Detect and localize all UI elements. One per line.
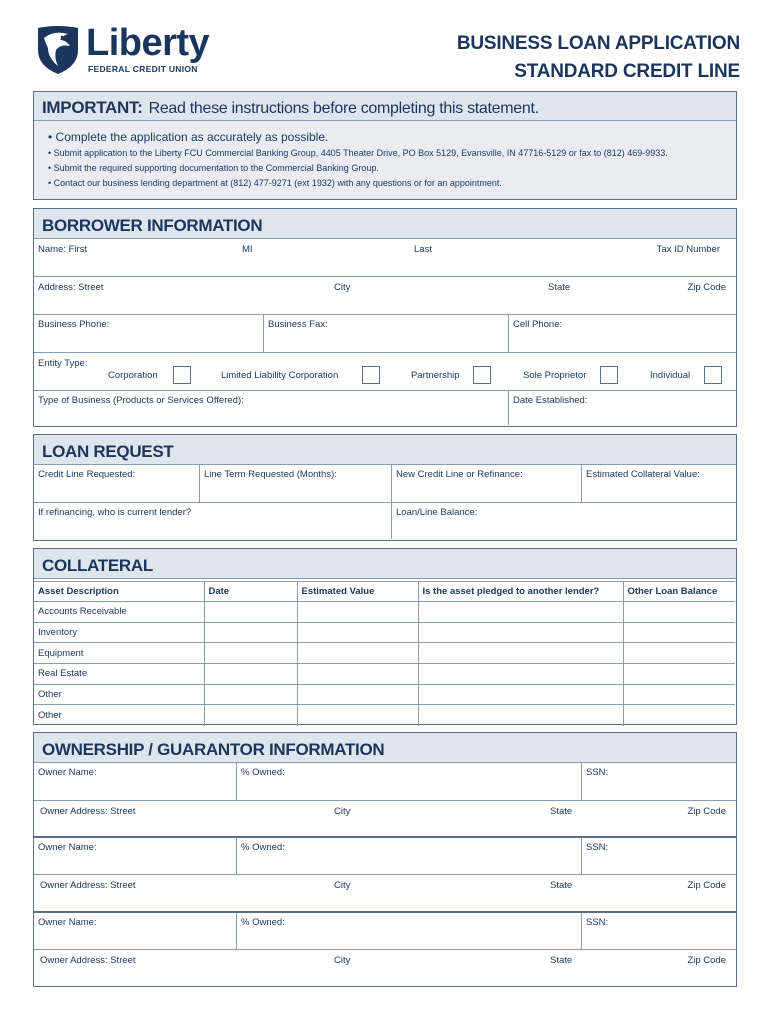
pledged-cell[interactable] [418,705,623,726]
value-cell[interactable] [297,643,418,664]
important-heading: IMPORTANT: Read these instructions before completing this statement. [34,92,736,121]
entity-type-row [34,353,736,391]
ssn-field[interactable]: SSN: [581,763,736,800]
instruction-item: • Complete the application as accurately as possible. [48,130,329,144]
new-or-refinance-field[interactable]: New Credit Line or Refinance: [391,465,581,502]
asset-label: Equipment [34,643,204,664]
owner-city-label: City [334,955,351,966]
ssn-field[interactable]: SSN: [581,838,736,874]
balance-cell[interactable] [623,705,735,726]
last-name-label: Last [414,244,432,255]
instruction-item: • Submit application to the Liberty FCU Commercial Banking Group, 4405 Theater Drive, PO Box 5129, Evansville, IN 47716-5129 or fax to (812) 469-9933. [48,148,668,158]
title-line-1: BUSINESS LOAN APPLICATION [456,33,740,54]
col-estimated-value: Estimated Value [297,582,418,602]
value-cell[interactable] [297,602,418,623]
owner-state-label: State [550,880,573,891]
sole-proprietor-checkbox[interactable] [600,366,618,384]
owner-2-row [34,838,736,875]
name-row[interactable] [34,239,736,277]
percent-owned-field[interactable]: % Owned: [236,838,581,874]
pledged-cell[interactable] [418,602,623,623]
date-cell[interactable] [204,622,297,643]
loan-row-2 [34,503,736,539]
asset-label: Other [34,684,204,705]
owner-name-field[interactable]: Owner Name: [38,842,97,853]
loan-balance-field[interactable]: Loan/Line Balance: [391,503,736,539]
mi-label: MI [242,244,253,255]
value-cell[interactable] [297,622,418,643]
balance-cell[interactable] [623,643,735,664]
table-row [34,684,735,705]
owner-zip-label: Zip Code [687,806,726,817]
owner-zip-label: Zip Code [687,880,726,891]
instruction-list [34,121,736,191]
eagle-shield-icon [36,24,80,74]
partnership-checkbox[interactable] [473,366,491,384]
owner-street-label: Owner Address: Street [40,806,136,817]
logo-wordmark: Liberty [86,22,210,64]
owner-1-address-row[interactable] [34,801,736,838]
value-cell[interactable] [297,684,418,705]
date-cell[interactable] [204,664,297,685]
business-phone-field[interactable]: Business Phone: [38,319,110,330]
section-heading: COLLATERAL [34,549,736,579]
phone-row [34,315,736,353]
balance-cell[interactable] [623,602,735,623]
owner-city-label: City [334,806,351,817]
first-name-label: Name: First [38,244,88,255]
document-title [457,30,740,86]
asset-label: Other [34,705,204,726]
table-header-row [34,582,735,602]
date-cell[interactable] [204,643,297,664]
pledged-cell[interactable] [418,643,623,664]
collateral-table [34,581,735,726]
col-date: Date [204,582,297,602]
percent-owned-field[interactable]: % Owned: [236,763,581,800]
credit-line-field[interactable]: Credit Line Requested: [38,469,136,480]
borrower-information-section [33,208,737,427]
pledged-cell[interactable] [418,622,623,643]
section-heading: LOAN REQUEST [34,435,736,465]
col-pledged: Is the asset pledged to another lender? [418,582,623,602]
liberty-logo [36,24,209,74]
balance-cell[interactable] [623,664,735,685]
individual-checkbox[interactable] [704,366,722,384]
table-row [34,643,735,664]
owner-city-label: City [334,880,351,891]
balance-cell[interactable] [623,622,735,643]
business-fax-field[interactable]: Business Fax: [263,315,508,352]
table-row [34,602,735,623]
collateral-section [33,548,737,725]
owner-state-label: State [550,955,573,966]
logo-subtitle: FEDERAL CREDIT UNION [88,64,198,74]
street-label: Address: Street [38,282,104,293]
col-other-loan-balance: Other Loan Balance [623,582,735,602]
value-cell[interactable] [297,705,418,726]
state-label: State [548,282,571,293]
city-label: City [334,282,351,293]
owner-name-field[interactable]: Owner Name: [38,917,97,928]
instruction-item: • Contact our business lending department at (812) 477-9271 (ext 1932) with any questions or for an appointment. [48,178,502,188]
owner-street-label: Owner Address: Street [40,880,136,891]
balance-cell[interactable] [623,684,735,705]
partnership-label: Partnership [411,370,460,381]
percent-owned-field[interactable]: % Owned: [236,913,581,949]
entity-type-label: Entity Type: [38,358,88,369]
important-instructions [33,91,737,200]
table-row [34,622,735,643]
date-established-field[interactable]: Date Established: [508,391,736,425]
instruction-item: • Submit the required supporting documentation to the Commercial Banking Group. [48,163,379,173]
owner-street-label: Owner Address: Street [40,955,136,966]
owner-3-address-row[interactable] [34,950,736,985]
address-row[interactable] [34,277,736,315]
table-row [34,664,735,685]
title-line-2: STANDARD CREDIT LINE [514,61,740,82]
section-heading: OWNERSHIP / GUARANTOR INFORMATION [34,733,736,763]
pledged-cell[interactable] [418,684,623,705]
pledged-cell[interactable] [418,664,623,685]
date-cell[interactable] [204,602,297,623]
corporation-checkbox[interactable] [173,366,191,384]
loan-request-section [33,434,737,541]
type-of-business-field[interactable]: Type of Business (Products or Services Offered): [38,395,244,406]
col-asset-description: Asset Description [34,582,204,602]
table-row [34,705,735,726]
corporation-label: Corporation [108,370,158,381]
owner-3-row [34,913,736,950]
llc-label: Limited Liability Corporation [221,370,339,381]
tax-id-label: Tax ID Number [656,244,720,255]
cell-phone-field[interactable]: Cell Phone: [508,315,736,352]
ownership-guarantor-section [33,732,737,987]
owner-name-field[interactable]: Owner Name: [38,767,97,778]
ssn-field[interactable]: SSN: [581,913,736,949]
collateral-value-field[interactable]: Estimated Collateral Value: [581,465,736,502]
business-type-row [34,391,736,425]
date-cell[interactable] [204,684,297,705]
owner-2-address-row[interactable] [34,875,736,913]
current-lender-field[interactable]: If refinancing, who is current lender? [38,507,192,518]
owner-1-row [34,763,736,801]
line-term-field[interactable]: Line Term Requested (Months): [199,465,391,502]
individual-label: Individual [650,370,691,381]
asset-label: Real Estate [34,664,204,685]
date-cell[interactable] [204,705,297,726]
asset-label: Inventory [34,622,204,643]
owner-state-label: State [550,806,573,817]
section-heading: BORROWER INFORMATION [34,209,736,239]
zip-label: Zip Code [687,282,726,293]
asset-label: Accounts Receivable [34,602,204,623]
owner-zip-label: Zip Code [687,955,726,966]
sole-proprietor-label: Sole Proprietor [523,370,587,381]
llc-checkbox[interactable] [362,366,380,384]
value-cell[interactable] [297,664,418,685]
loan-row-1 [34,465,736,503]
